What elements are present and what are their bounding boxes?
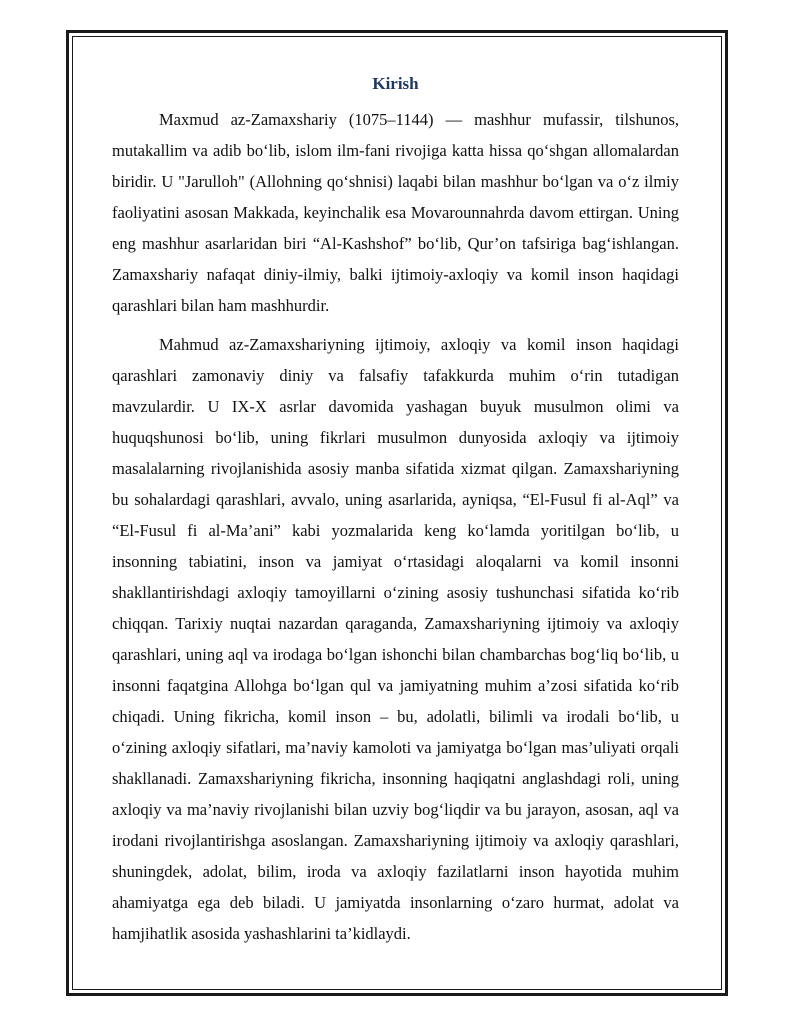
section-title: Kirish: [372, 74, 419, 93]
paragraph-main: Mahmud az-Zamaxshariyning ijtimoiy, axloqiy va komil inson haqidagi qarashlari zamonaviy diniy va falsafiy tafakkurda muhim o‘rin tutadigan mavzulardir. U IX-X asrlar davomida yashagan buyuk musulmon olimi va huquqshunosi bo‘lib, uning fikrlari musulmon dunyosida axloqiy va ijtimoiy masalalarning rivojlanishida asosiy manba sifatida xizmat qilgan. Zamaxshariyning bu sohalardagi qarashlari, avvalo, uning asarlarida, ayniqsa, “El-Fusul fi al-Aql” va “El-Fusul fi al-Ma’ani” kabi yozmalarida keng ko‘lamda yoritilgan bo‘lib, u insonning tabiatini, inson va jamiyat o‘rtasidagi aloqalarni va komil insonni shakllantirishdagi axloqiy tamoyillarni o‘zining asosiy tushunchasi sifatida ko‘rib chiqqan. Tarixiy nuqtai nazardan qaraganda, Zamaxshariyning ijtimoiy va axloqiy qarashlari, uning aql va irodaga bo‘lgan ishonchi bilan chambarchas bog‘liq bo‘lib, u insonni faqatgina Allohga bo‘lgan qul va jamiyatning muhim a’zosi sifatida ko‘rib chiqadi. Uning fikricha, komil inson – bu, adolatli, bilimli va irodali bo‘lib, u o‘zining axloqiy sifatlari, ma’naviy kamoloti va jamiyatga bo‘lgan mas’uliyati orqali shakllanadi. Zamaxshariyning fikricha, insonning haqiqatni anglashdagi roli, uning axloqiy va ma’naviy rivojlanishi bilan uzviy bog‘liqdir va bu jarayon, asosan, aql va irodani rivojlantirishga asoslangan. Zamaxshariyning ijtimoiy va axloqiy qarashlari, shuningdek, adolat, bilim, iroda va axloqiy fazilatlarni inson hayotida muhim ahamiyatga ega deb biladi. U jamiyatda insonlarning o‘zaro hurmat, adolat va hamjihatlik asosida yashashlarini ta’kidlaydi.: [112, 335, 679, 943]
paragraph-intro: Maxmud az-Zamaxshariy (1075–1144) — mashhur mufassir, tilshunos, mutakallim va adib bo‘lib, islom ilm-fani rivojiga katta hissa qo‘shgan allomalardan biridir. U "Jarulloh" (Allohning qo‘shnisi) laqabi bilan mashhur bo‘lgan va o‘z ilmiy faoliyatini asosan Makkada, keyinchalik esa Movarounnahrda davom ettirgan. Uning eng mashhur asarlaridan biri “Al-Kashshof” bo‘lib, Qur’on tafsiriga bag‘ishlangan. Zamaxshariy nafaqat diniy-ilmiy, balki ijtimoiy-axloqiy va komil inson haqidagi qarashlari bilan ham mashhurdir.: [112, 110, 679, 315]
document-body: [112, 70, 679, 949]
